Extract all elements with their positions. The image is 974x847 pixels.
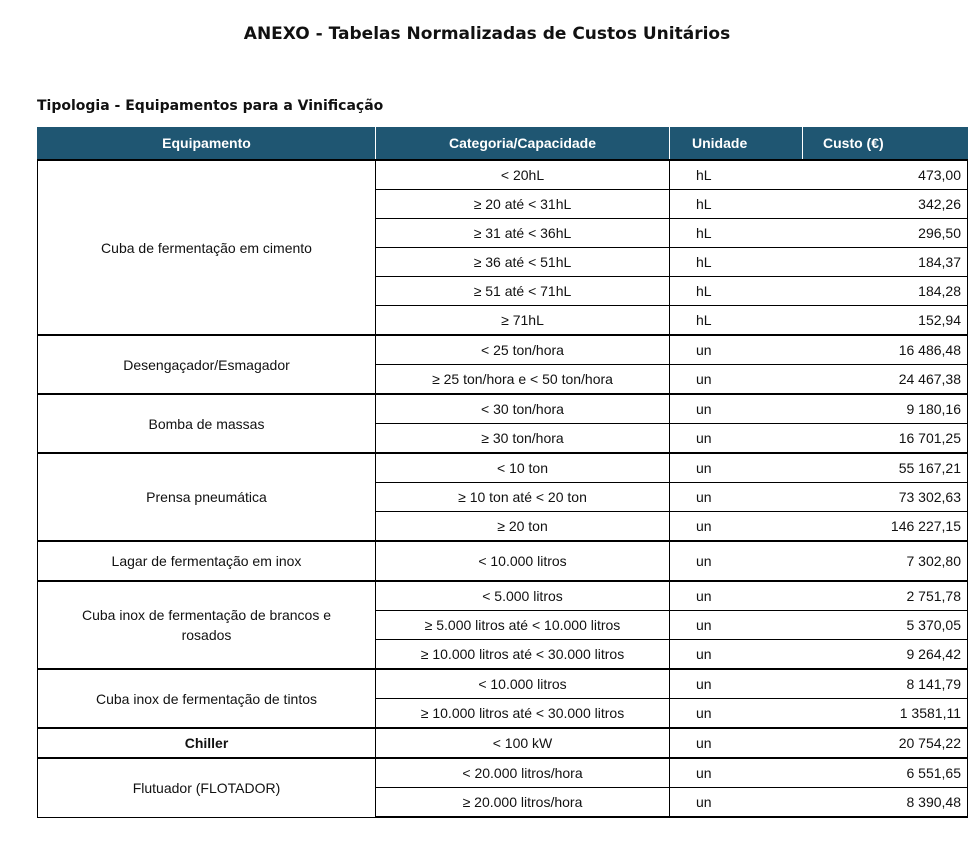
table-row [38, 669, 968, 699]
section-title: Tipologia - Equipamentos para a Vinificação [37, 98, 384, 114]
unit-cell: un [670, 611, 803, 640]
unit-cell: un [670, 758, 803, 788]
equipment-cell: Cuba de fermentação em cimento [38, 160, 376, 335]
cost-cell: 184,28 [803, 277, 968, 306]
cost-cell: 8 390,48 [803, 788, 968, 818]
table-header-row [38, 127, 968, 160]
equipment-cell: Bomba de massas [38, 394, 376, 453]
category-cell: ≥ 30 ton/hora [376, 424, 670, 454]
table-row [38, 335, 968, 365]
equipment-cell: Flutuador (FLOTADOR) [38, 758, 376, 817]
document-title: ANEXO - Tabelas Normalizadas de Custos Unitários [243, 24, 731, 44]
header-unit: Unidade [670, 127, 803, 160]
table-row [38, 394, 968, 424]
cost-cell: 2 751,78 [803, 581, 968, 611]
equipment-cell: Cuba inox de fermentação de brancos e rosados [38, 581, 376, 669]
unit-cell: un [670, 335, 803, 365]
cost-cell: 8 141,79 [803, 669, 968, 699]
cost-cell: 16 701,25 [803, 424, 968, 454]
category-cell: < 30 ton/hora [376, 394, 670, 424]
category-cell: < 25 ton/hora [376, 335, 670, 365]
cost-cell: 342,26 [803, 190, 968, 219]
category-cell: < 5.000 litros [376, 581, 670, 611]
unit-cell: un [670, 640, 803, 670]
unit-cell: un [670, 728, 803, 758]
table-row [38, 541, 968, 581]
cost-cell: 55 167,21 [803, 453, 968, 483]
cost-cell: 1 3581,11 [803, 699, 968, 729]
category-cell: ≥ 10.000 litros até < 30.000 litros [376, 699, 670, 729]
header-equipment: Equipamento [38, 127, 376, 160]
unit-cell: hL [670, 248, 803, 277]
equipment-cell: Lagar de fermentação em inox [38, 541, 376, 581]
category-cell: ≥ 20 até < 31hL [376, 190, 670, 219]
cost-cell: 24 467,38 [803, 365, 968, 395]
unit-cell: hL [670, 219, 803, 248]
category-cell: ≥ 20.000 litros/hora [376, 788, 670, 818]
category-cell: ≥ 25 ton/hora e < 50 ton/hora [376, 365, 670, 395]
cost-cell: 146 227,15 [803, 512, 968, 542]
category-cell: < 20.000 litros/hora [376, 758, 670, 788]
equipment-cell: Prensa pneumática [38, 453, 376, 541]
cost-cell: 9 264,42 [803, 640, 968, 670]
category-cell: ≥ 10.000 litros até < 30.000 litros [376, 640, 670, 670]
unit-cell: un [670, 669, 803, 699]
table-row [38, 728, 968, 758]
category-cell: < 10.000 litros [376, 541, 670, 581]
header-cost: Custo (€) [803, 127, 968, 160]
cost-cell: 9 180,16 [803, 394, 968, 424]
cost-cell: 7 302,80 [803, 541, 968, 581]
cost-cell: 16 486,48 [803, 335, 968, 365]
unit-cell: hL [670, 160, 803, 190]
cost-cell: 184,37 [803, 248, 968, 277]
equipment-cell: Cuba inox de fermentação de tintos [38, 669, 376, 728]
category-cell: < 20hL [376, 160, 670, 190]
unit-cell: un [670, 788, 803, 818]
category-cell: < 100 kW [376, 728, 670, 758]
unit-cell: un [670, 541, 803, 581]
unit-cell: un [670, 365, 803, 395]
equipment-cell: Chiller [38, 728, 376, 758]
cost-cell: 296,50 [803, 219, 968, 248]
category-cell: < 10.000 litros [376, 669, 670, 699]
unit-cell: un [670, 581, 803, 611]
unit-cost-table [37, 127, 968, 818]
unit-cell: hL [670, 306, 803, 336]
cost-cell: 73 302,63 [803, 483, 968, 512]
table-row [38, 758, 968, 788]
cost-cell: 473,00 [803, 160, 968, 190]
table-row [38, 453, 968, 483]
category-cell: ≥ 36 até < 51hL [376, 248, 670, 277]
unit-cell: un [670, 483, 803, 512]
unit-cell: un [670, 699, 803, 729]
unit-cell: un [670, 424, 803, 454]
cost-cell: 152,94 [803, 306, 968, 336]
cost-cell: 6 551,65 [803, 758, 968, 788]
header-category: Categoria/Capacidade [376, 127, 670, 160]
cost-cell: 20 754,22 [803, 728, 968, 758]
unit-cell: hL [670, 190, 803, 219]
category-cell: ≥ 10 ton até < 20 ton [376, 483, 670, 512]
category-cell: < 10 ton [376, 453, 670, 483]
unit-cell: un [670, 394, 803, 424]
unit-cell: un [670, 453, 803, 483]
cost-cell: 5 370,05 [803, 611, 968, 640]
equipment-cell: Desengaçador/Esmagador [38, 335, 376, 394]
table-row [38, 581, 968, 611]
category-cell: ≥ 20 ton [376, 512, 670, 542]
category-cell: ≥ 71hL [376, 306, 670, 336]
unit-cell: un [670, 512, 803, 542]
category-cell: ≥ 51 até < 71hL [376, 277, 670, 306]
category-cell: ≥ 5.000 litros até < 10.000 litros [376, 611, 670, 640]
category-cell: ≥ 31 até < 36hL [376, 219, 670, 248]
unit-cell: hL [670, 277, 803, 306]
table-row [38, 160, 968, 190]
